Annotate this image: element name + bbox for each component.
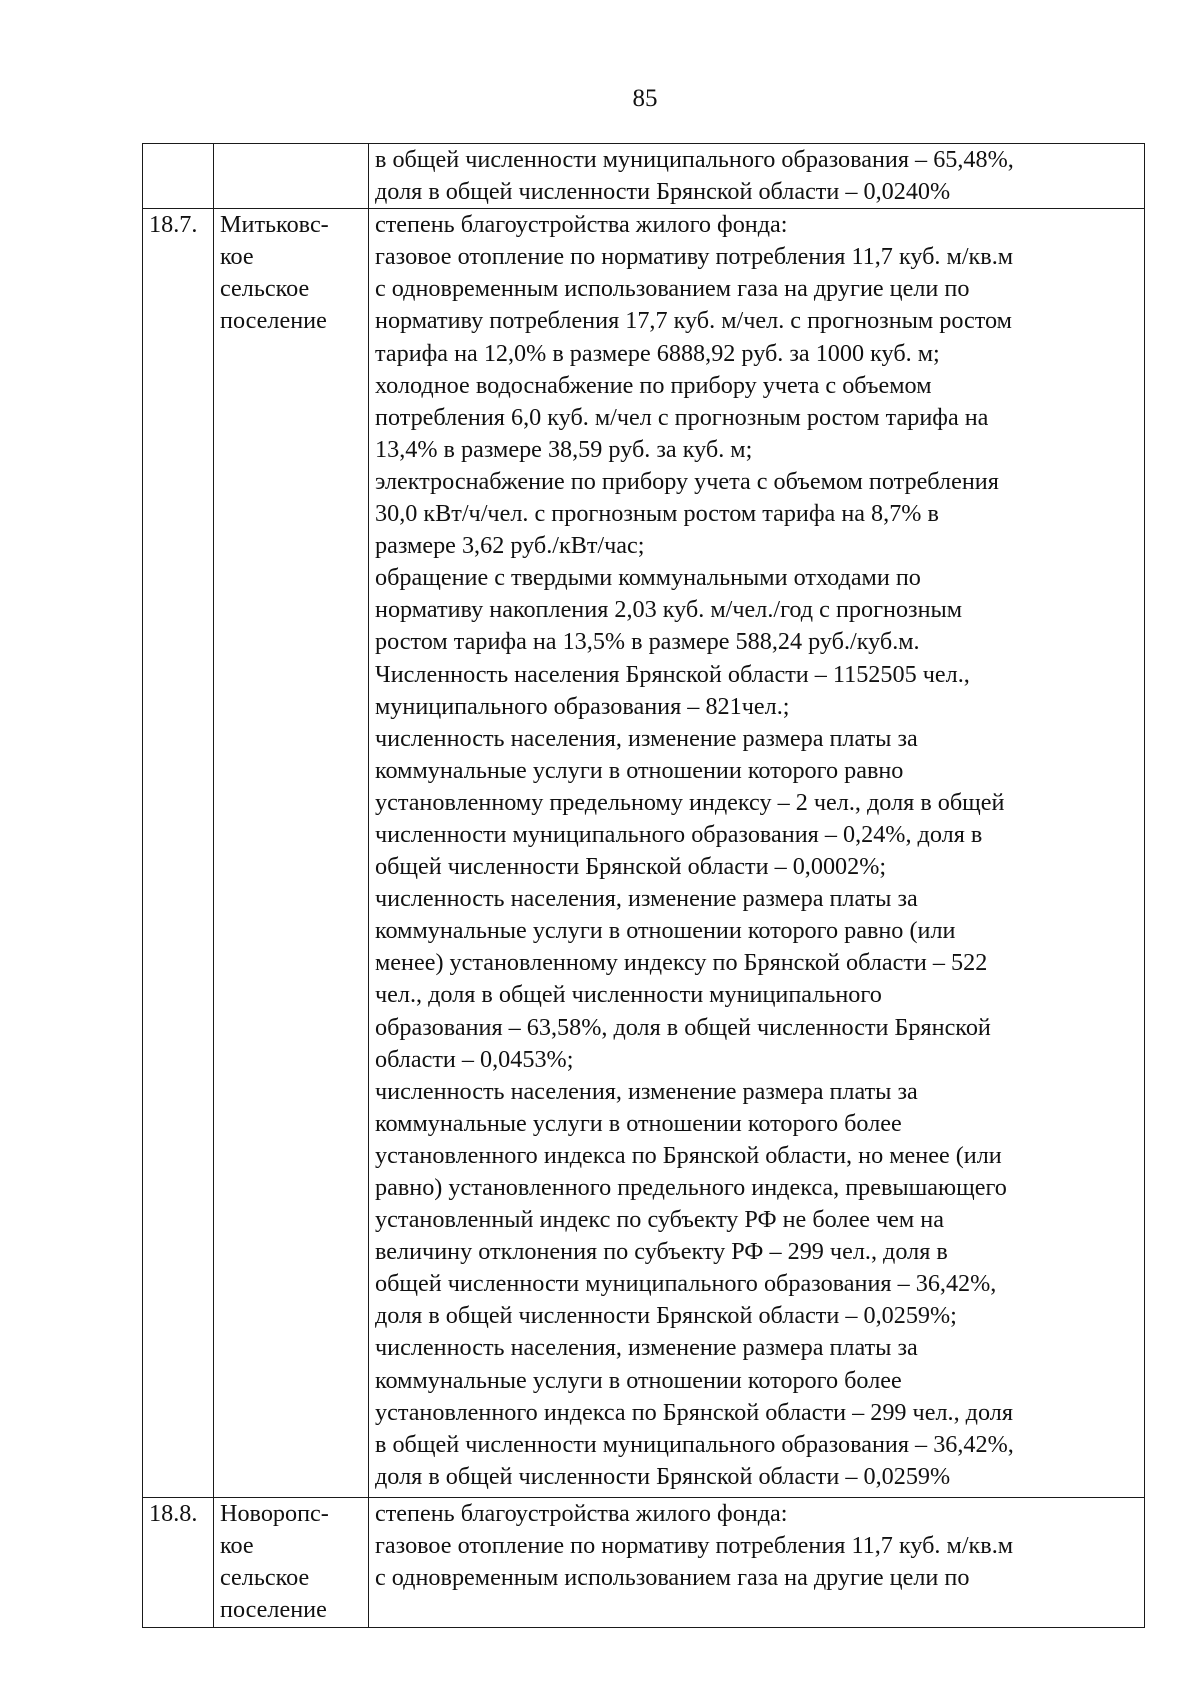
text-line: коммунальные услуги в отношении которого равно xyxy=(375,756,904,784)
text-line: 30,0 кВт/ч/чел. с прогнозным ростом тарифа на 8,7% в xyxy=(375,500,939,528)
text-line: Численность населения Брянской области – 1152505 чел., xyxy=(375,660,970,688)
text-line: доля в общей численности Брянской области – 0,0259%; xyxy=(375,1302,957,1330)
text-line: установленный индекс по субъекту РФ не более чем на xyxy=(375,1206,944,1234)
text-line: численность населения, изменение размера платы за xyxy=(375,1077,918,1105)
name-line: сельское xyxy=(220,275,310,303)
text-line: электроснабжение по прибору учета с объемом потребления xyxy=(375,467,999,495)
text-line: тарифа на 12,0% в размере 6888,92 руб. за 1000 куб. м; xyxy=(375,339,940,367)
text-line: с одновременным использованием газа на другие цели по xyxy=(375,275,970,303)
text-line: численности муниципального образования – 0,24%, доля в xyxy=(375,820,983,848)
text-line: установленного индекса по Брянской области, но менее (или xyxy=(375,1141,1002,1169)
text-line: обращение с твердыми коммунальными отходами по xyxy=(375,564,921,592)
description-cell xyxy=(369,209,1145,1498)
text-line: газовое отопление по нормативу потребления 11,7 куб. м/кв.м xyxy=(375,243,1014,271)
name-line: поселение xyxy=(220,307,327,335)
description-cell xyxy=(369,144,1145,209)
text-line: численность населения, изменение размера платы за xyxy=(375,724,918,752)
text-line: нормативу накопления 2,03 куб. м/чел./год с прогнозным xyxy=(375,596,963,624)
text-line: в общей численности муниципального образования – 65,48%, xyxy=(375,146,1014,173)
text-line: общей численности Брянской области – 0,0002%; xyxy=(375,853,887,881)
settlements-table xyxy=(142,143,1145,1628)
text-line: муниципального образования – 821чел.; xyxy=(375,692,790,720)
text-line: доля в общей численности Брянской области – 0,0259% xyxy=(375,1462,951,1490)
row-number-cell xyxy=(143,144,214,209)
description-cell xyxy=(369,1498,1145,1627)
text-line: степень благоустройства жилого фонда: xyxy=(375,211,788,239)
text-line: численность населения, изменение размера платы за xyxy=(375,885,918,913)
name-line: поселение xyxy=(220,1596,327,1624)
name-line: кое xyxy=(220,1532,254,1560)
name-line: Митьковс- xyxy=(220,211,329,239)
text-line: чел., доля в общей численности муниципального xyxy=(375,981,882,1009)
text-line: нормативу потребления 17,7 куб. м/чел. с прогнозным ростом xyxy=(375,307,1012,335)
table-body xyxy=(143,144,1145,1628)
text-line: в общей численности муниципального образования – 36,42%, xyxy=(375,1430,1014,1458)
name-line: Новоропс- xyxy=(220,1500,329,1528)
settlement-name-cell xyxy=(214,209,369,1498)
text-line: степень благоустройства жилого фонда: xyxy=(375,1500,788,1528)
name-line: сельское xyxy=(220,1564,310,1592)
table-row xyxy=(143,1498,1145,1627)
row-number-cell: 18.7. xyxy=(143,209,214,1498)
table-row xyxy=(143,209,1145,1498)
text-line: доля в общей численности Брянской области – 0,0240% xyxy=(375,178,951,206)
settlement-name-cell xyxy=(214,144,369,209)
text-line: с одновременным использованием газа на другие цели по xyxy=(375,1564,970,1592)
text-line: образования – 63,58%, доля в общей численности Брянской xyxy=(375,1013,991,1041)
settlement-name-cell xyxy=(214,1498,369,1627)
text-line: коммунальные услуги в отношении которого более xyxy=(375,1109,902,1137)
text-line: 13,4% в размере 38,59 руб. за куб. м; xyxy=(375,435,753,463)
text-line: численность населения, изменение размера платы за xyxy=(375,1334,918,1362)
table-row xyxy=(143,144,1145,209)
row-number-cell: 18.8. xyxy=(143,1498,214,1627)
text-line: размере 3,62 руб./кВт/час; xyxy=(375,532,645,560)
text-line: равно) установленного предельного индекса, превышающего xyxy=(375,1174,1007,1201)
text-line: газовое отопление по нормативу потребления 11,7 куб. м/кв.м xyxy=(375,1532,1014,1560)
text-line: установленному предельному индексу – 2 чел., доля в общей xyxy=(375,788,1005,816)
text-line: холодное водоснабжение по прибору учета с объемом xyxy=(375,371,932,399)
text-line: величину отклонения по субъекту РФ – 299 чел., доля в xyxy=(375,1238,948,1266)
text-line: ростом тарифа на 13,5% в размере 588,24 руб./куб.м. xyxy=(375,628,920,656)
name-line: кое xyxy=(220,243,254,271)
text-line: коммунальные услуги в отношении которого равно (или xyxy=(375,917,956,945)
text-line: менее) установленному индексу по Брянской области – 522 xyxy=(375,949,988,977)
text-line: области – 0,0453%; xyxy=(375,1045,574,1073)
text-line: общей численности муниципального образования – 36,42%, xyxy=(375,1270,997,1298)
text-line: установленного индекса по Брянской области – 299 чел., доля xyxy=(375,1398,1013,1426)
text-line: потребления 6,0 куб. м/чел с прогнозным ростом тарифа на xyxy=(375,403,989,431)
page-number: 85 xyxy=(632,85,658,112)
text-line: коммунальные услуги в отношении которого более xyxy=(375,1366,902,1394)
